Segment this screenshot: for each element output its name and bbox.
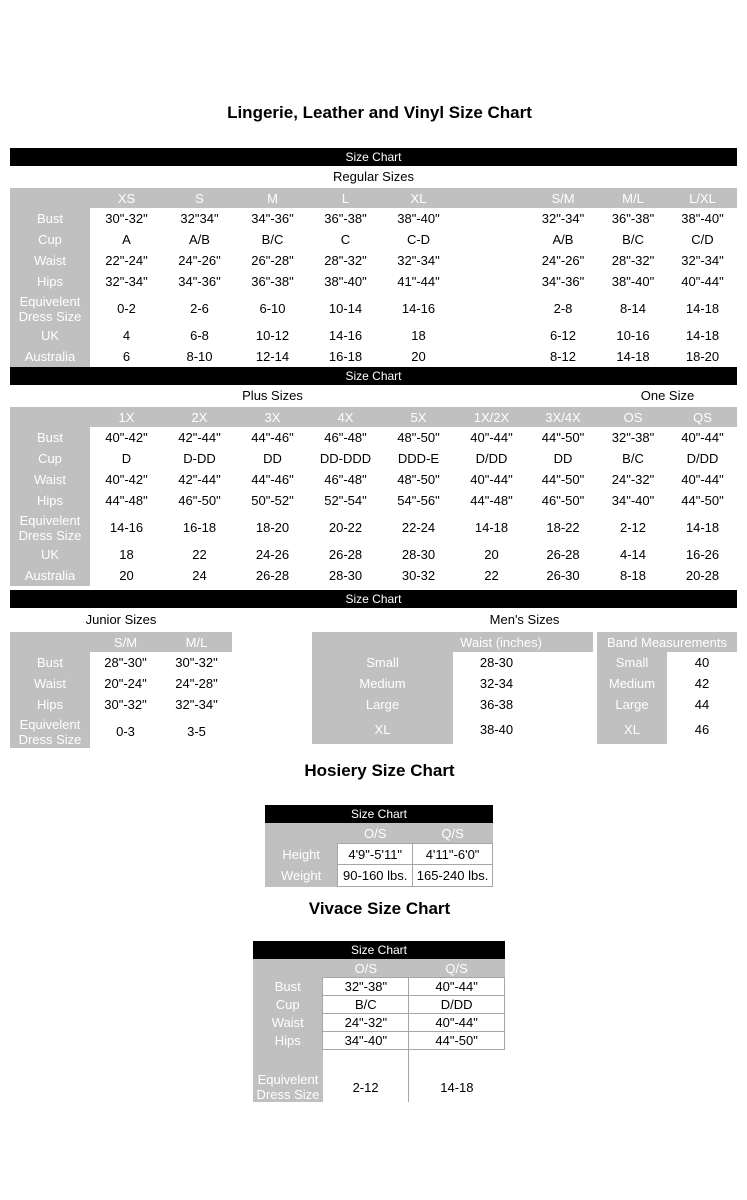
vivace-section: [253, 941, 505, 1102]
cell: [540, 652, 593, 673]
cell: 22-24: [401, 520, 436, 535]
cell: 24"-28": [175, 676, 218, 691]
cell: 18: [119, 547, 134, 562]
plus-sizes-section: [10, 367, 737, 586]
cell: 34"-36": [541, 274, 585, 289]
cell: 18-20: [255, 520, 290, 535]
hosiery-table: [265, 823, 493, 887]
cell: 4'9"-5'11": [338, 844, 413, 865]
cell: 34"-36": [178, 274, 221, 289]
cell: 22"-24": [105, 253, 148, 268]
cell: 32"-34": [397, 253, 440, 268]
cell: DD-DDD: [319, 451, 372, 466]
row-label: Waist: [10, 250, 90, 271]
cell: 14-18: [616, 349, 650, 364]
column-header: O/S: [323, 959, 409, 978]
cell: 20"-24": [104, 676, 147, 691]
cell: 42"-44": [178, 430, 221, 445]
cell: 14-18: [685, 520, 720, 535]
cell: 44"-50": [681, 493, 724, 508]
cell: 36"-38": [251, 274, 294, 289]
column-header: XS: [90, 188, 163, 208]
row-label: Bust: [10, 208, 90, 229]
cell: B/C: [622, 451, 644, 466]
cell: 38-40: [453, 715, 540, 744]
corner-cell: [253, 959, 323, 978]
cell: 24: [192, 568, 207, 583]
column-header: XL: [382, 188, 455, 208]
cell: 40"-44": [681, 430, 724, 445]
regular-sizes-heading: Regular Sizes: [333, 169, 414, 184]
cell: 4: [122, 328, 131, 343]
corner-cell: [10, 632, 90, 652]
column-header: L/XL: [668, 188, 737, 208]
row-label: Hips: [10, 694, 90, 715]
cell: 0-2: [117, 301, 136, 316]
row-label: Cup: [10, 448, 90, 469]
cell: 2-12: [619, 520, 647, 535]
column-header: 2X: [163, 407, 236, 427]
cell: 2-12: [323, 1072, 409, 1102]
cell: 44"-50": [409, 1032, 505, 1050]
cell: 30"-32": [104, 697, 147, 712]
cell: D/DD: [686, 451, 719, 466]
row-label: Waist: [10, 469, 90, 490]
column-header: S: [163, 188, 236, 208]
cell: 40: [667, 652, 737, 673]
row-label: Bust: [10, 652, 90, 673]
column-header: M: [236, 188, 309, 208]
cell: 26-28: [255, 568, 290, 583]
cell: D/DD: [409, 996, 505, 1014]
cell: 32"-34": [175, 697, 218, 712]
cell: [540, 694, 593, 715]
cell: 40"-44": [470, 472, 513, 487]
column-header: 4X: [309, 407, 382, 427]
column-header: Waist (inches): [312, 632, 593, 652]
cell: 28-30: [328, 568, 363, 583]
cell: 32"-34": [681, 253, 724, 268]
cell: 14-18: [409, 1072, 505, 1102]
cell: 2-8: [553, 301, 573, 316]
cell: 165-240 lbs.: [413, 865, 493, 887]
cell: 40"-44": [409, 1014, 505, 1032]
column-header: OS: [598, 407, 668, 427]
cell: 28"-32": [611, 253, 655, 268]
cell: 38"-40": [611, 274, 655, 289]
cell: 46: [667, 715, 737, 744]
cell: 32"-34": [105, 274, 148, 289]
row-label: Equivelent Dress Size: [10, 715, 90, 748]
cell: [455, 292, 528, 325]
cell: 30"-32": [105, 211, 148, 226]
page-title: Lingerie, Leather and Vinyl Size Chart: [227, 103, 532, 122]
size-chart-bar: Size Chart: [253, 941, 505, 959]
cell: 40"-44": [681, 472, 724, 487]
column-header: [455, 188, 528, 208]
size-chart-bar: Size Chart: [10, 590, 737, 608]
column-header: 3X: [236, 407, 309, 427]
cell: 16-18: [182, 520, 217, 535]
cell: D/DD: [475, 451, 508, 466]
column-header: S/M: [528, 188, 598, 208]
cell: 40"-42": [105, 430, 148, 445]
cell: 10-14: [328, 301, 363, 316]
cell: 20: [119, 568, 134, 583]
cell: 52"-54": [324, 493, 367, 508]
cell: 42: [667, 673, 737, 694]
cell: 40"-44": [681, 274, 724, 289]
cell: 16-18: [328, 349, 363, 364]
column-header: 3X/4X: [528, 407, 598, 427]
mens-band-table: [597, 632, 737, 744]
cell: 41"-44": [397, 274, 440, 289]
row-label: Cup: [10, 229, 90, 250]
cell: 14-18: [685, 301, 720, 316]
cell: 38"-40": [324, 274, 367, 289]
cell: [455, 271, 528, 292]
cell: 54"-56": [397, 493, 440, 508]
size-chart-bar: Size Chart: [10, 148, 737, 166]
cell: 46"-48": [324, 430, 367, 445]
cell: 46"-50": [541, 493, 585, 508]
cell: 18: [411, 328, 426, 343]
row-label: [253, 1050, 323, 1073]
junior-sizes-table: [10, 632, 232, 748]
cell: [455, 229, 528, 250]
cell: B/C: [261, 232, 284, 247]
cell: 36-38: [453, 694, 540, 715]
cell: 28-30: [453, 652, 540, 673]
cell: 30-32: [401, 568, 436, 583]
cell: 28"-30": [104, 655, 147, 670]
row-label: Hips: [10, 271, 90, 292]
row-label: Weight: [265, 865, 338, 887]
cell: 46"-48": [324, 472, 367, 487]
size-chart-bar: Size Chart: [265, 805, 493, 823]
cell: 6-10: [259, 301, 286, 316]
cell: DD: [263, 451, 282, 466]
row-label: UK: [10, 544, 90, 565]
cell: 48"-50": [397, 472, 440, 487]
cell: 90-160 lbs.: [338, 865, 413, 887]
plus-sizes-table: [10, 407, 737, 586]
cell: [540, 715, 593, 744]
cell: 24"-26": [541, 253, 585, 268]
cell: [323, 1050, 409, 1073]
cell: 8-18: [619, 568, 647, 583]
row-label: Bust: [253, 978, 323, 996]
cell: A/B: [189, 232, 210, 247]
regular-sizes-table: [10, 188, 737, 367]
row-label: Australia: [10, 346, 90, 367]
cell: 16-26: [685, 547, 720, 562]
cell: 8-14: [619, 301, 647, 316]
cell: 34"-36": [251, 211, 294, 226]
cell: [455, 346, 528, 367]
cell: 32-34: [453, 673, 540, 694]
column-header: Q/S: [409, 959, 505, 978]
cell: 32"-34": [541, 211, 585, 226]
plus-sizes-heading-row: [10, 385, 737, 407]
cell: 30"-32": [175, 655, 218, 670]
cell: 44"-48": [105, 493, 148, 508]
row-label: Equivelent Dress Size: [10, 511, 90, 544]
cell: 42"-44": [178, 472, 221, 487]
cell: [455, 325, 528, 346]
cell: 44"-48": [470, 493, 513, 508]
cell: 38"-40": [681, 211, 724, 226]
column-header: L: [309, 188, 382, 208]
junior-mens-section: [10, 590, 737, 750]
cell: 26"-28": [251, 253, 294, 268]
cell: 44: [667, 694, 737, 715]
cell: [455, 208, 528, 229]
corner-cell: [265, 823, 338, 844]
cell: 14-16: [109, 520, 144, 535]
row-label: Waist: [253, 1014, 323, 1032]
cell: C/D: [691, 232, 714, 247]
cell: [409, 1050, 505, 1073]
cell: 28-30: [401, 547, 436, 562]
cell: 18-22: [546, 520, 580, 535]
cell: 24-26: [255, 547, 290, 562]
cell: 44"-50": [541, 430, 585, 445]
cell: 40"-44": [409, 978, 505, 996]
column-header: 1X/2X: [455, 407, 528, 427]
cell: 22: [192, 547, 207, 562]
cell: [540, 673, 593, 694]
cell: A/B: [552, 232, 574, 247]
vivace-table: [253, 959, 505, 1102]
column-header: O/S: [338, 823, 413, 844]
cell: 14-18: [474, 520, 509, 535]
cell: 10-16: [616, 328, 650, 343]
row-label: Small: [312, 652, 453, 673]
column-header: M/L: [161, 632, 232, 652]
cell: 6: [122, 349, 131, 364]
cell: 46"-50": [178, 493, 221, 508]
cell: 44"-50": [541, 472, 585, 487]
row-label: Bust: [10, 427, 90, 448]
cell: B/C: [323, 996, 409, 1014]
cell: 14-18: [685, 328, 720, 343]
cell: 4'11"-6'0": [413, 844, 493, 865]
cell: 40"-44": [470, 430, 513, 445]
corner-cell: [10, 407, 90, 427]
cell: 20-28: [685, 568, 720, 583]
cell: 44"-46": [251, 472, 294, 487]
cell: 0-3: [116, 724, 135, 739]
size-chart-bar: Size Chart: [10, 367, 737, 385]
row-label: Equivelent Dress Size: [10, 292, 90, 325]
cell: 3-5: [187, 724, 206, 739]
row-label: Equivelent Dress Size: [253, 1072, 323, 1102]
cell: 26-30: [546, 568, 580, 583]
cell: 32"34": [180, 211, 219, 226]
cell: 48"-50": [397, 430, 440, 445]
cell: 36"-38": [611, 211, 655, 226]
cell: 40"-42": [105, 472, 148, 487]
cell: 14-16: [401, 301, 436, 316]
cell: 26-28: [546, 547, 580, 562]
row-label: Cup: [253, 996, 323, 1014]
cell: 18-20: [685, 349, 720, 364]
cell: C-D: [406, 232, 431, 247]
cell: 34"-40": [611, 493, 655, 508]
cell: 8-12: [549, 349, 577, 364]
cell: D-DD: [183, 451, 216, 466]
cell: 38"-40": [397, 211, 440, 226]
cell: 24"-32": [323, 1014, 409, 1032]
cell: 34"-40": [323, 1032, 409, 1050]
row-label: Large: [597, 694, 667, 715]
cell: 24"-26": [178, 253, 221, 268]
cell: 32"-38": [323, 978, 409, 996]
cell: 20-22: [328, 520, 363, 535]
cell: 24"-32": [611, 472, 655, 487]
mens-sizes-heading: Men's Sizes: [489, 612, 560, 627]
column-header: 5X: [382, 407, 455, 427]
row-label: Medium: [597, 673, 667, 694]
corner-cell: [10, 188, 90, 208]
row-label: Medium: [312, 673, 453, 694]
column-header: S/M: [90, 632, 161, 652]
cell: 50"-52": [251, 493, 294, 508]
column-header: 1X: [90, 407, 163, 427]
cell: [455, 250, 528, 271]
row-label: Australia: [10, 565, 90, 586]
cell: D: [121, 451, 132, 466]
row-label: Hips: [10, 490, 90, 511]
cell: DD: [553, 451, 573, 466]
cell: 2-6: [190, 301, 209, 316]
row-label: Waist: [10, 673, 90, 694]
column-header: Q/S: [413, 823, 493, 844]
row-label: UK: [10, 325, 90, 346]
cell: 10-12: [255, 328, 290, 343]
row-label: Height: [265, 844, 338, 865]
vivace-title: Vivace Size Chart: [308, 899, 451, 918]
mens-waist-table: [312, 632, 593, 744]
row-label: XL: [597, 715, 667, 744]
cell: 20: [484, 547, 499, 562]
cell: 6-12: [549, 328, 577, 343]
cell: C: [340, 232, 351, 247]
regular-sizes-section: [10, 148, 737, 367]
cell: 12-14: [255, 349, 290, 364]
junior-mens-heading-row: [10, 608, 737, 634]
cell: A: [122, 232, 131, 247]
cell: 26-28: [328, 547, 363, 562]
cell: 36"-38": [324, 211, 367, 226]
cell: 6-8: [190, 328, 209, 343]
cell: 4-14: [619, 547, 647, 562]
cell: 8-10: [186, 349, 213, 364]
cell: B/C: [622, 232, 644, 247]
plus-sizes-heading: Plus Sizes: [242, 388, 303, 403]
cell: 32"-38": [611, 430, 655, 445]
junior-sizes-heading: Junior Sizes: [85, 612, 157, 627]
column-header: QS: [668, 407, 737, 427]
cell: 44"-46": [251, 430, 294, 445]
cell: DDD-E: [397, 451, 440, 466]
row-label: Hips: [253, 1032, 323, 1050]
column-header: M/L: [598, 188, 668, 208]
one-size-heading: One Size: [640, 388, 695, 403]
cell: 22: [484, 568, 499, 583]
column-header: Band Measurements: [597, 632, 737, 652]
hosiery-title: Hosiery Size Chart: [304, 761, 455, 780]
row-label: Large: [312, 694, 453, 715]
hosiery-section: [265, 805, 493, 887]
cell: 20: [411, 349, 426, 364]
cell: 28"-32": [324, 253, 367, 268]
row-label: Small: [597, 652, 667, 673]
row-label: XL: [312, 715, 453, 744]
cell: 14-16: [328, 328, 363, 343]
